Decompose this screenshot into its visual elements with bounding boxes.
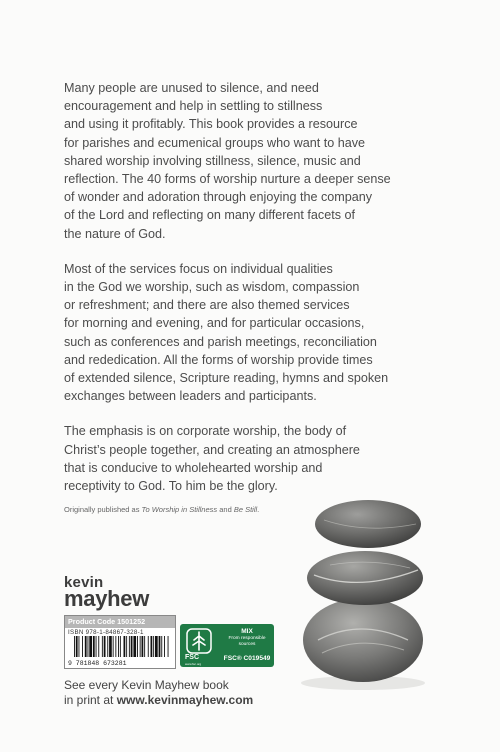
barcode-bar [140, 636, 141, 657]
barcode-bar [144, 636, 145, 657]
fsc-label: FSC [185, 654, 199, 661]
barcode-image [68, 636, 172, 666]
website-link[interactable]: www.kevinmayhew.com [116, 693, 254, 707]
barcode-bar [153, 636, 154, 657]
barcode-bar [98, 636, 99, 657]
barcode-bar [107, 636, 108, 657]
promo-line-1: See every Kevin Mayhew book [64, 678, 229, 692]
barcode-bar [142, 636, 144, 657]
barcode-bar [102, 636, 103, 657]
barcode-bar [155, 636, 158, 657]
barcode-bar [76, 636, 78, 657]
fsc-url: www.fsc.org [185, 662, 202, 666]
blurb-paragraph-3: The emphasis is on corporate worship, the body of Christ’s people together, and creating an atmosphere that is conducive to wholehearted worship and receptivity to God. To him be the glory. [64, 424, 360, 494]
promo-line-2: in print at [64, 693, 117, 707]
barcode-bar [104, 636, 106, 657]
barcode-bar [88, 636, 89, 657]
barcode-bar [168, 636, 169, 657]
fsc-tree-icon [186, 628, 212, 654]
barcode-bar [85, 636, 87, 657]
stacked-stones-image [300, 490, 470, 695]
publication-note: Originally published as To Worship in Stillness and Be Still. [64, 505, 260, 514]
barcode-bar [124, 636, 126, 657]
barcode-bar [74, 636, 75, 657]
barcode-bar [129, 636, 130, 657]
barcode-bar [118, 636, 119, 657]
barcode-bar [113, 636, 114, 657]
barcode-bar [82, 636, 83, 657]
original-title-1: To Worship in Stillness [141, 505, 218, 514]
website-promo [64, 678, 284, 708]
top-stone [315, 500, 421, 548]
original-title-2: Be Still [233, 505, 258, 514]
logo-kevin: kevin [64, 574, 104, 591]
barcode-bar [159, 636, 161, 657]
bottom-stone [303, 598, 423, 682]
back-cover-blurb [64, 79, 424, 512]
barcode-bar [164, 636, 165, 657]
barcode-bar [133, 636, 136, 657]
barcode-bar [161, 636, 162, 657]
fsc-responsible: From responsible sources [228, 636, 266, 647]
blurb-paragraph-1: Many people are unused to silence, and need encouragement and help in settling to stillness and using it profitably. This book provides a resource for parishes and ecumenical groups who want to have shared worship involving stillness, silence, music and reflection. The 40 forms of worship nurture a deeper sense of wonder and adoration through enjoying the company of the Lord and reflecting on many different facets of the nature of God. [64, 81, 391, 241]
barcode-panel [64, 615, 176, 669]
fsc-mix: MIX [241, 628, 253, 635]
barcode-bar [148, 636, 149, 657]
isbn-text: ISBN 978-1-84867-328-1 [68, 629, 144, 636]
logo-mayhew: mayhew [64, 586, 150, 611]
product-code: Product Code 1501252 [65, 616, 175, 628]
publisher-logo [64, 575, 149, 610]
barcode-bar [131, 636, 133, 657]
barcode-bar [151, 636, 153, 657]
barcode-bar [96, 636, 97, 657]
barcode-digits: 9 781848 673281 [68, 660, 127, 666]
barcode-bar [115, 636, 116, 657]
blurb-paragraph-2: Most of the services focus on individual qualities in the God we worship, such as wisdom, compassion or refreshment; and there are also themed services for morning and evening, and for particular occasions, such as conferences and parish meetings, reconciliation and rededication. All the forms of worship provide times of extended silence, Scripture reading, hymns and spoken exchanges between leaders and participants. [64, 261, 389, 404]
barcode-bar [79, 636, 80, 657]
barcode-bar [126, 636, 127, 657]
barcode-bar [109, 636, 112, 657]
barcode-bar [120, 636, 121, 657]
barcode-bar [137, 636, 138, 657]
barcode-bar [89, 636, 92, 657]
barcode-bar [93, 636, 95, 657]
fsc-logo [180, 624, 274, 667]
fsc-code: FSC® C019549 [223, 655, 271, 662]
